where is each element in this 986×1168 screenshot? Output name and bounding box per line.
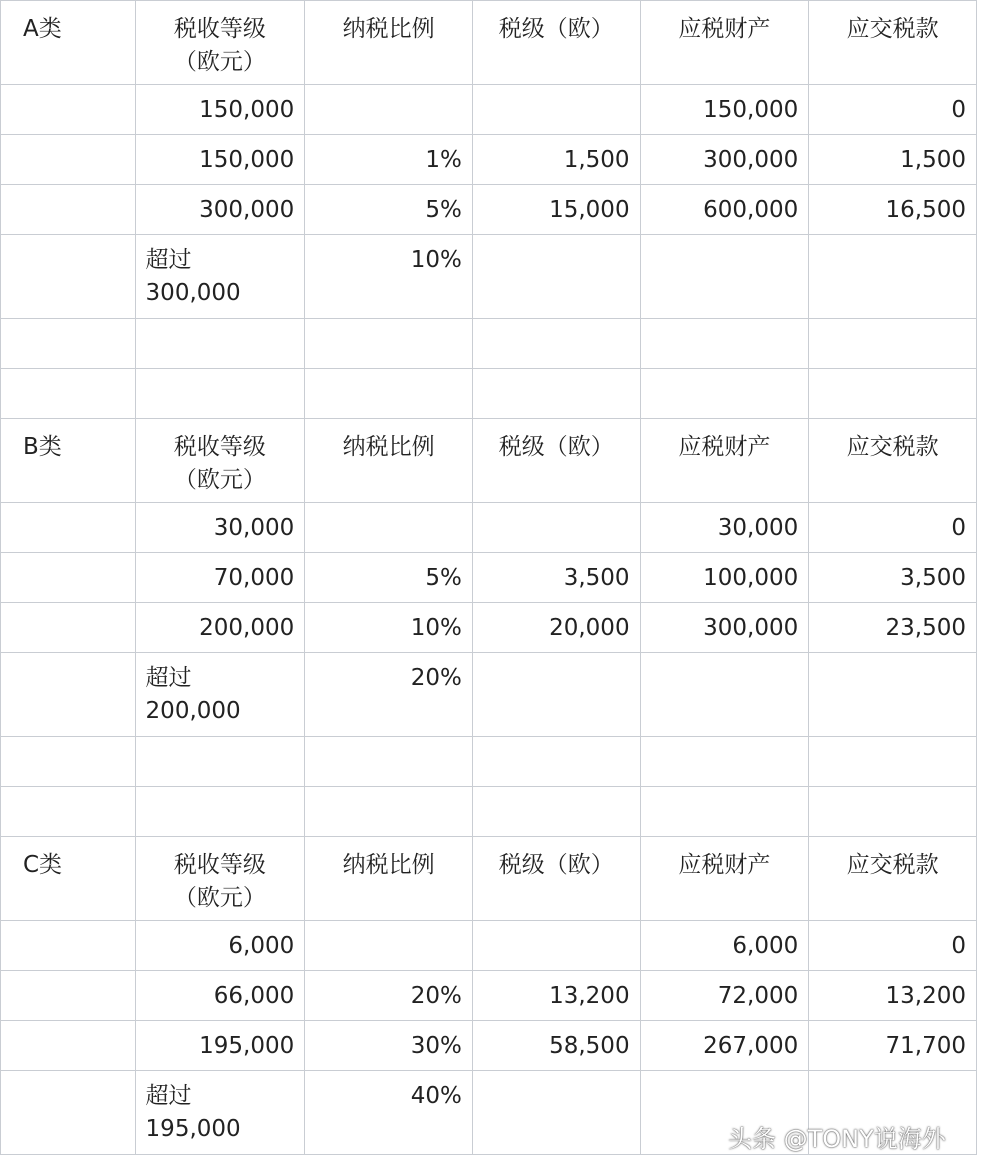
- cell-assets: 6,000: [640, 921, 809, 971]
- cell-bracket: 20,000: [472, 603, 640, 653]
- cell-level: 200,000: [135, 603, 305, 653]
- cell-due: 16,500: [809, 185, 977, 235]
- table-row: [1, 921, 977, 971]
- table-row: [1, 971, 977, 1021]
- table-row: [1, 1021, 977, 1071]
- cell-rate: 1%: [305, 135, 473, 185]
- header-tax-due: 应交税款: [809, 1, 977, 85]
- table-row: [1, 503, 977, 553]
- cell-assets: 100,000: [640, 553, 809, 603]
- cell-level: 30,000: [135, 503, 305, 553]
- cell-due: 3,500: [809, 553, 977, 603]
- cell-due: 0: [809, 921, 977, 971]
- cell-rate: 10%: [305, 603, 473, 653]
- cell-level: 300,000: [135, 185, 305, 235]
- header-tax-bracket: 税级（欧）: [472, 1, 640, 85]
- cell-over-label: 超过 195,000: [135, 1071, 305, 1155]
- class-label: A类: [1, 1, 136, 85]
- cell-due: 23,500: [809, 603, 977, 653]
- cell-level: 195,000: [135, 1021, 305, 1071]
- cell-due: 13,200: [809, 971, 977, 1021]
- cell-rate: 5%: [305, 185, 473, 235]
- cell-assets: 267,000: [640, 1021, 809, 1071]
- class-label: B类: [1, 419, 136, 503]
- cell-due: 1,500: [809, 135, 977, 185]
- cell-over-label: 超过 200,000: [135, 653, 305, 737]
- table-row: [1, 603, 977, 653]
- cell-rate: 5%: [305, 553, 473, 603]
- cell-assets: 72,000: [640, 971, 809, 1021]
- header-tax-due: 应交税款: [809, 419, 977, 503]
- section-c-header-row: [1, 837, 977, 921]
- class-label: C类: [1, 837, 136, 921]
- spacer-row: [1, 319, 977, 369]
- header-taxable-assets: 应税财产: [640, 1, 809, 85]
- cell-level: 150,000: [135, 135, 305, 185]
- cell-rate: 20%: [305, 971, 473, 1021]
- table-row: [1, 85, 977, 135]
- cell-bracket: [472, 503, 640, 553]
- cell-assets: 600,000: [640, 185, 809, 235]
- cell-assets: 300,000: [640, 603, 809, 653]
- header-tax-due: 应交税款: [809, 837, 977, 921]
- cell-rate: 30%: [305, 1021, 473, 1071]
- header-tax-level: 税收等级 （欧元）: [135, 419, 305, 503]
- cell-rate: [305, 85, 473, 135]
- header-tax-rate: 纳税比例: [305, 419, 473, 503]
- cell-rate: [305, 921, 473, 971]
- cell-due: 0: [809, 503, 977, 553]
- cell-assets: 30,000: [640, 503, 809, 553]
- cell-assets: 150,000: [640, 85, 809, 135]
- cell-bracket: 3,500: [472, 553, 640, 603]
- cell-bracket: [472, 85, 640, 135]
- table-row-over: [1, 235, 977, 319]
- cell-level: 150,000: [135, 85, 305, 135]
- cell-due: 71,700: [809, 1021, 977, 1071]
- table-row: [1, 553, 977, 603]
- cell-over-rate: 20%: [305, 653, 473, 737]
- cell-over-label: 超过 300,000: [135, 235, 305, 319]
- cell-level: 70,000: [135, 553, 305, 603]
- section-b-header-row: [1, 419, 977, 503]
- cell-over-rate: 10%: [305, 235, 473, 319]
- section-a-header-row: [1, 1, 977, 85]
- cell-bracket: 1,500: [472, 135, 640, 185]
- header-tax-level: 税收等级 （欧元）: [135, 1, 305, 85]
- header-tax-rate: 纳税比例: [305, 837, 473, 921]
- header-tax-bracket: 税级（欧）: [472, 837, 640, 921]
- spacer-row: [1, 737, 977, 787]
- cell-bracket: [472, 921, 640, 971]
- spacer-row: [1, 787, 977, 837]
- header-tax-level: 税收等级 （欧元）: [135, 837, 305, 921]
- cell-bracket: 13,200: [472, 971, 640, 1021]
- header-taxable-assets: 应税财产: [640, 837, 809, 921]
- table-row-over: [1, 653, 977, 737]
- header-tax-rate: 纳税比例: [305, 1, 473, 85]
- watermark: 头条 @TONY说海外: [728, 1125, 946, 1153]
- cell-over-rate: 40%: [305, 1071, 473, 1155]
- cell-assets: 300,000: [640, 135, 809, 185]
- cell-level: 66,000: [135, 971, 305, 1021]
- cell-due: 0: [809, 85, 977, 135]
- header-tax-bracket: 税级（欧）: [472, 419, 640, 503]
- spacer-row: [1, 369, 977, 419]
- cell-bracket: 15,000: [472, 185, 640, 235]
- table-row: [1, 185, 977, 235]
- table-row: [1, 135, 977, 185]
- header-taxable-assets: 应税财产: [640, 419, 809, 503]
- cell-bracket: 58,500: [472, 1021, 640, 1071]
- cell-rate: [305, 503, 473, 553]
- cell-level: 6,000: [135, 921, 305, 971]
